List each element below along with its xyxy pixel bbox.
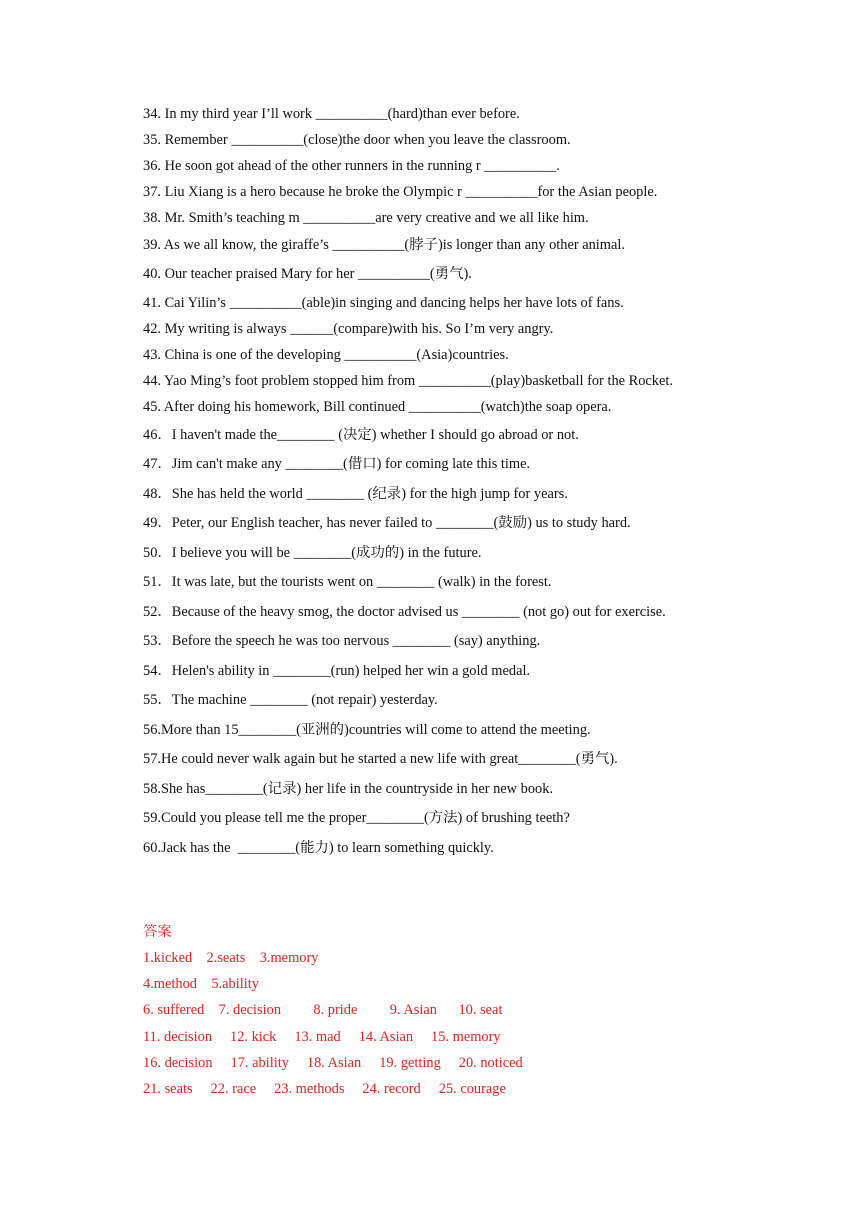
question-58: 58.She has________(记录) her life in the countryside in her new book. [143,781,554,797]
answer-line: 11. decision 12. kick 13. mad 14. Asian 15. memory [143,1029,501,1045]
question-48: 48．She has held the world ________ (纪录) for the high jump for years. [143,486,568,502]
question-35: 35. Remember __________(close)the door when you leave the classroom. [143,132,571,148]
question-37: 37. Liu Xiang is a hero because he broke the Olympic r __________for the Asian people. [143,184,658,200]
question-42: 42. My writing is always ______(compare)with his. So I’m very angry. [143,321,554,337]
question-51: 51．It was late, but the tourists went on ________ (walk) in the forest. [143,574,552,590]
question-56: 56.More than 15________(亚洲的)countries will come to attend the meeting. [143,722,591,738]
question-49: 49．Peter, our English teacher, has never failed to ________(鼓励) us to study hard. [143,515,631,531]
question-52: 52．Because of the heavy smog, the doctor advised us ________ (not go) out for exercise. [143,604,666,620]
question-47: 47．Jim can't make any ________(借口) for coming late this time. [143,456,531,472]
question-46: 46．I haven't made the________ (决定) whether I should go abroad or not. [143,427,579,443]
question-38: 38. Mr. Smith’s teaching m __________are very creative and we all like him. [143,210,589,226]
answer-line: 1.kicked 2.seats 3.memory [143,950,319,966]
question-41: 41. Cai Yilin’s __________(able)in singing and dancing helps her have lots of fans. [143,295,624,311]
question-45: 45. After doing his homework, Bill continued __________(watch)the soap opera. [143,399,612,415]
question-40: 40. Our teacher praised Mary for her __________(勇气). [143,266,472,282]
question-34: 34. In my third year I’ll work __________(hard)than ever before. [143,106,520,122]
question-53: 53．Before the speech he was too nervous ________ (say) anything. [143,633,541,649]
answer-line: 4.method 5.ability [143,976,259,992]
question-43: 43. China is one of the developing __________(Asia)countries. [143,347,509,363]
answer-line: 21. seats 22. race 23. methods 24. record 25. courage [143,1081,506,1097]
answer-line: 16. decision 17. ability 18. Asian 19. getting 20. noticed [143,1055,523,1071]
answer-line: 6. suffered 7. decision 8. pride 9. Asian 10. seat [143,1002,503,1018]
question-36: 36. He soon got ahead of the other runners in the running r __________. [143,158,560,174]
question-55: 55．The machine ________ (not repair) yesterday. [143,692,438,708]
answers-heading: 答案 [143,924,172,940]
question-60: 60.Jack has the ________(能力) to learn something quickly. [143,840,494,856]
question-59: 59.Could you please tell me the proper________(方法) of brushing teeth? [143,810,570,826]
question-57: 57.He could never walk again but he started a new life with great________(勇气). [143,751,618,767]
question-39: 39. As we all know, the giraffe’s __________(脖子)is longer than any other animal. [143,237,625,253]
question-50: 50．I believe you will be ________(成功的) in the future. [143,545,482,561]
question-44: 44. Yao Ming’s foot problem stopped him from __________(play)basketball for the Rocket. [143,373,673,389]
question-54: 54．Helen's ability in ________(run) helped her win a gold medal. [143,663,531,679]
